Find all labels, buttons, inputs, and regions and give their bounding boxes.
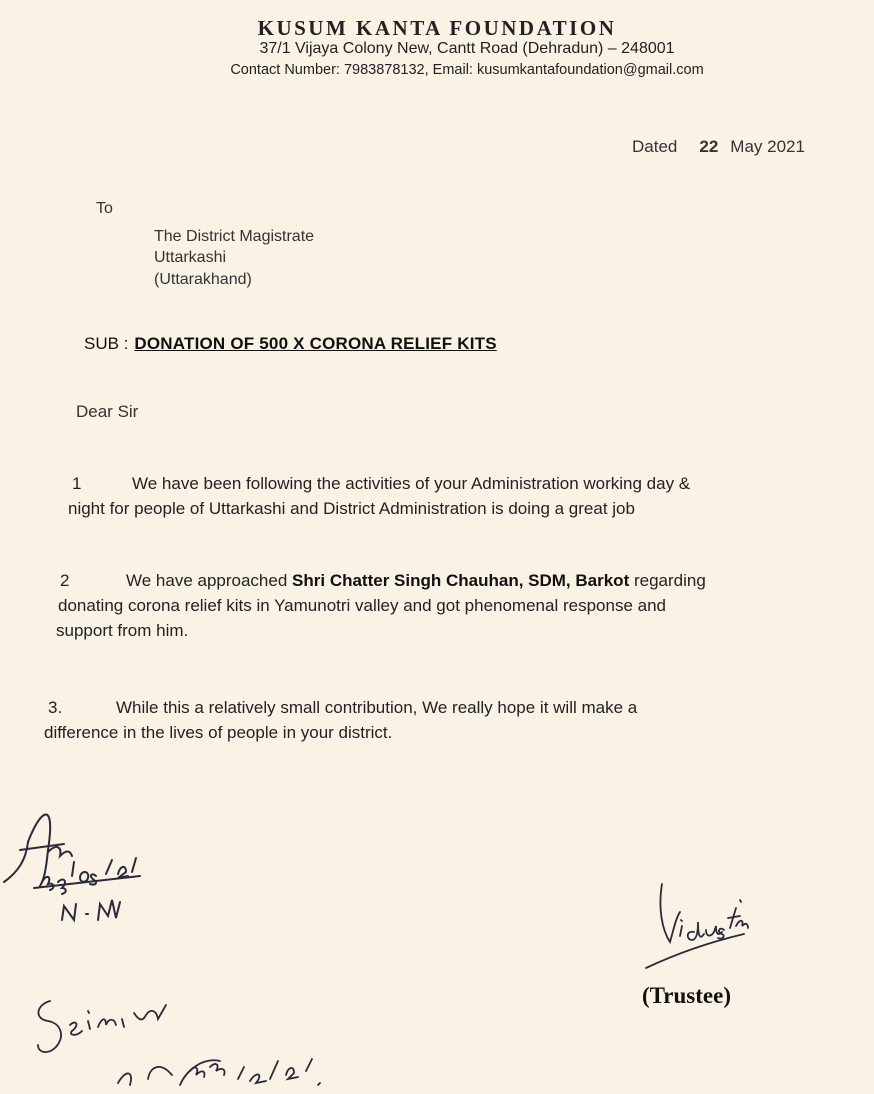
recipient-line: (Uttarakhand) [154,271,252,288]
paragraph-line: support from him. [56,621,189,640]
paragraph-2 [56,568,706,643]
date-label: Dated [632,137,678,156]
paragraph-line: We have been following the activities of your Administration working day & [132,474,691,493]
paragraph-line: We have approached [126,571,293,590]
trustee-signature [640,878,750,973]
org-address: 37/1 Vijaya Colony New, Cantt Road (Dehradun) – 248001 [259,40,675,57]
paragraph-line: night for people of Uttarkashi and District Administration is doing a great job [68,499,635,518]
handwritten-scribble [30,975,350,1094]
date-month-year: May 2021 [730,137,805,156]
subject-label: SUB : [84,334,129,353]
org-name: KUSUM KANTA FOUNDATION [257,16,617,40]
paragraph-bold-name: Shri Chatter Singh Chauhan, SDM, Barkot [292,571,630,590]
handwritten-receipt-note [0,790,200,940]
paragraph-line: donating corona relief kits in Yamunotri valley and got phenomenal response and [58,596,666,615]
paragraph-number: 3. [48,698,63,717]
recipient-line: The District Magistrate [154,228,315,245]
paragraph-line: difference in the lives of people in your district. [44,723,393,742]
org-contact: Contact Number: 7983878132, Email: kusumkantafoundation@gmail.com [230,62,704,78]
date-line [632,137,805,157]
to-label: To [96,200,113,217]
subject-text: DONATION OF 500 X CORONA RELIEF KITS [134,334,497,353]
salutation: Dear Sir [76,402,139,421]
paragraph-number: 1 [72,474,82,493]
signatory-title: (Trustee) [642,983,731,1008]
paragraph-line: While this a relatively small contribution, We really hope it will make a [116,698,638,717]
paragraph-3 [44,695,638,745]
paragraph-number: 2 [60,571,70,590]
recipient-line: Uttarkashi [154,249,227,266]
paragraph-1 [68,471,691,521]
subject-line [84,334,497,354]
date-day: 22 [699,137,719,156]
paragraph-line: regarding [629,571,706,590]
